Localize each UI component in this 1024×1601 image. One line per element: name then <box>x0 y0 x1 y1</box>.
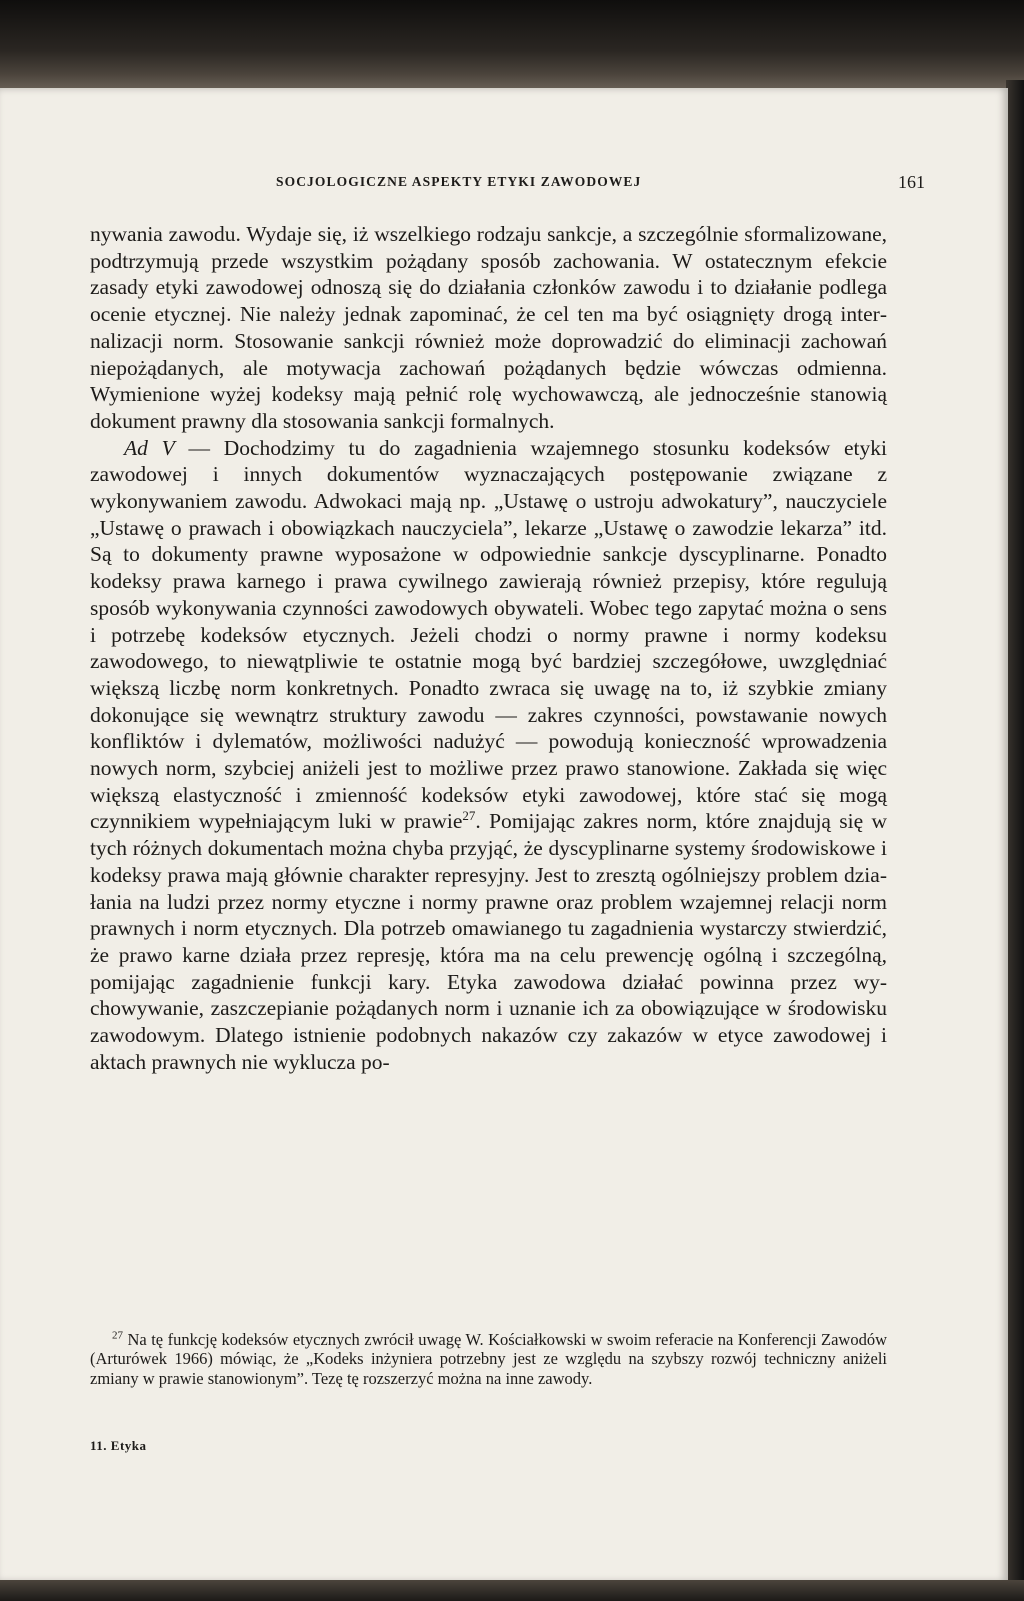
running-header: SOCJOLOGICZNE ASPEKTY ETYKI ZAWODOWEJ <box>276 174 642 189</box>
scan-background-bottom <box>0 1580 1024 1601</box>
section-label: Ad V <box>124 435 175 460</box>
paragraph-2 <box>90 435 887 1076</box>
scan-background-right <box>1006 80 1024 1590</box>
body-text <box>90 221 887 1076</box>
printer-signature-mark: 11. Etyka <box>90 1438 147 1453</box>
footnote-text: Na tę funkcję kodeksów etycznych zwrócił uwagę W. Kościałkowski w swoim referacie na Konferencji Zawodów (Arturówek 1966) mówiąc, że „Kodeks inżyniera potrzebny jest ze względu na szybszy rozwój techniczny aniżeli zmiany w prawie stanowionym”. Tezę tę rozszerzyć można na inne zawody. <box>90 1330 887 1388</box>
paragraph-2-text-a: — Dochodzimy tu do zagadnienia wzajemnego stosunku kodeksów etyki zawodowej i innych dokumentów wyznaczających postępowanie związane z wykonywaniem zawodu. Adwokaci mają np. „Ustawę o ustroju adwokatury”, nauczyciele „Ustawę o prawach i obowiązkach nauczyciela”, lekarze „Ustawę o zawodzie lekarza” itd. Są to dokumenty prawne wyposażone w odpowiednie sankcje dyscyplinarne. Ponadto kodeksy prawa karnego i prawa cywilnego zawierają również przepisy, które regulują sposób wykonywania czynności zawodowych obywateli. Wobec tego zapytać można o sens i potrzebę kodeksów etycznych. Jeżeli chodzi o normy prawne i normy kodeksu zawodowego, to niewątpliwie te ostatnie mogą być bardziej szczegółowe, uwzględniać większą liczbę norm konkretnych. Ponadto zwraca się uwagę na to, iż szybkie zmiany dokonujące się wewnątrz struktury zawodu — zakres czynności, powstawanie nowych konfliktów i dylematów, możliwości nadużyć — powodują konieczność wprowadzenia nowych norm, szybciej aniżeli jest to możliwe przez prawo stanowione. Zakłada się więc większą elastyczność i zmienność kodeksów etyki zawodowej, które stać się mogą czynnikiem wypełniającym luki w prawie <box>90 435 887 834</box>
footnote-reference: 27 <box>462 808 476 824</box>
footnote <box>90 1330 887 1388</box>
footnote-number: 27 <box>112 1329 123 1342</box>
page-number: 161 <box>898 172 925 192</box>
scan-background-top <box>0 0 1024 92</box>
book-page <box>0 88 1008 1582</box>
paragraph-1: nywania zawodu. Wydaje się, iż wszelkiego rodzaju sankcje, a szczególnie sformalizowane, podtrzymują przede wszystkim pożądany sposób zachowania. W ostatecznym efekcie zasady etyki zawodowej odnoszą się do działania członków zawodu i to działanie podlega ocenie etycznej. Nie należy jednak zapominać, że cel ten ma być osiągnięty drogą internalizacji norm. Stosowanie sankcji również może doprowadzić do eliminacji zachowań niepożądanych, ale motywacja zachowań pożądanych będzie wówczas odmienna. Wymienione wyżej kodeksy mają pełnić rolę wychowawczą, ale jednocześnie stanowią dokument prawny dla stosowania sankcji formalnych. <box>90 222 887 433</box>
paragraph-2-text-b: . Pomijając zakres norm, które znajdują się w tych różnych dokumentach można chyba przyjąć, że dyscyplinarne systemy środowiskowe i kodeksy prawa mają głównie charakter represyjny. Jest to zresztą ogólniejszy problem działania na ludzi przez normy etyczne i normy prawne oraz problem wzajemnej relacji norm prawnych i norm etycznych. Dla potrzeb omawianego tu zagadnienia wystarczy stwierdzić, że prawo karne działa przez represję, która ma na celu prewencję ogólną i szczególną, pomijając zagadnienie funkcji kary. Etyka zawodowa działać powinna przez wychowywanie, zaszczepianie pożądanych norm i uznanie ich za obowiązujące w środowisku zawodowym. Dlatego istnienie podobnych nakazów czy zakazów w etyce zawodowej i aktach prawnych nie wyklucza po- <box>90 809 887 1074</box>
